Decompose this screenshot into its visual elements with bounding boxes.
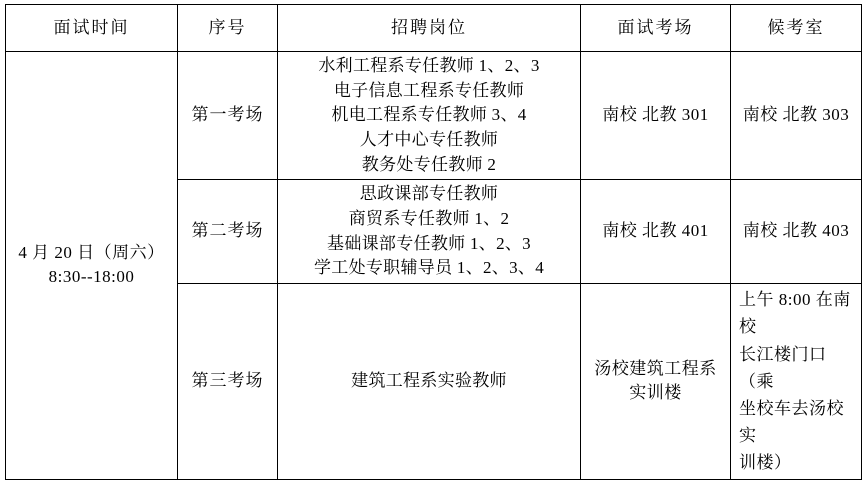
post-item: 教务处专任教师 2 — [361, 154, 497, 174]
post-item: 基础课部专任教师 1、2、3 — [327, 233, 531, 253]
interview-room-3 — [581, 284, 731, 479]
interview-schedule-table — [5, 4, 862, 480]
table-body — [6, 52, 862, 480]
post-item: 思政课部专任教师 — [359, 184, 499, 204]
exam-room-index-1: 第一考场 — [178, 52, 278, 180]
interview-schedule-document — [0, 4, 866, 473]
post-item: 机电工程系专任教师 3、4 — [331, 105, 527, 125]
header-recruitment-post: 招聘岗位 — [278, 5, 581, 52]
waiting-room-1: 南校 北教 303 — [731, 52, 862, 180]
waiting-room-line: 坐校车去汤校实 — [739, 398, 844, 446]
table-row — [6, 52, 862, 180]
waiting-room-3 — [731, 284, 862, 479]
interview-room-2: 南校 北教 401 — [581, 180, 731, 284]
recruitment-post-list-2 — [278, 180, 581, 284]
interview-room-1: 南校 北教 301 — [581, 52, 731, 180]
exam-room-index-2: 第二考场 — [178, 180, 278, 284]
interview-room-line: 实训楼 — [629, 383, 682, 403]
header-interview-room: 面试考场 — [581, 5, 731, 52]
post-item: 建筑工程系实验教师 — [351, 371, 507, 391]
waiting-room-line: 长江楼门口（乘 — [739, 344, 827, 391]
table-header — [6, 5, 862, 52]
header-waiting-room: 候考室 — [731, 5, 862, 52]
exam-room-index-3: 第三考场 — [178, 284, 278, 479]
waiting-room-line: 训楼） — [739, 453, 792, 473]
header-interview-time: 面试时间 — [6, 5, 178, 52]
recruitment-post-list-1 — [278, 52, 581, 180]
header-index: 序号 — [178, 5, 278, 52]
recruitment-post-list-3 — [278, 284, 581, 479]
interview-hours: 8:30--18:00 — [48, 267, 135, 287]
post-item: 人才中心专任教师 — [359, 129, 499, 149]
interview-time-cell — [6, 52, 178, 480]
post-item: 学工处专职辅导员 1、2、3、4 — [313, 258, 545, 278]
header-row — [6, 5, 862, 52]
waiting-room-2: 南校 北教 403 — [731, 180, 862, 284]
waiting-room-line: 上午 8:00 在南校 — [739, 290, 851, 337]
post-item: 商贸系专任教师 1、2 — [348, 209, 510, 229]
interview-room-line: 汤校建筑工程系 — [594, 358, 717, 378]
interview-date: 4 月 20 日（周六） — [18, 242, 165, 262]
post-item: 电子信息工程系专任教师 — [333, 80, 525, 100]
post-item: 水利工程系专任教师 1、2、3 — [318, 56, 540, 75]
